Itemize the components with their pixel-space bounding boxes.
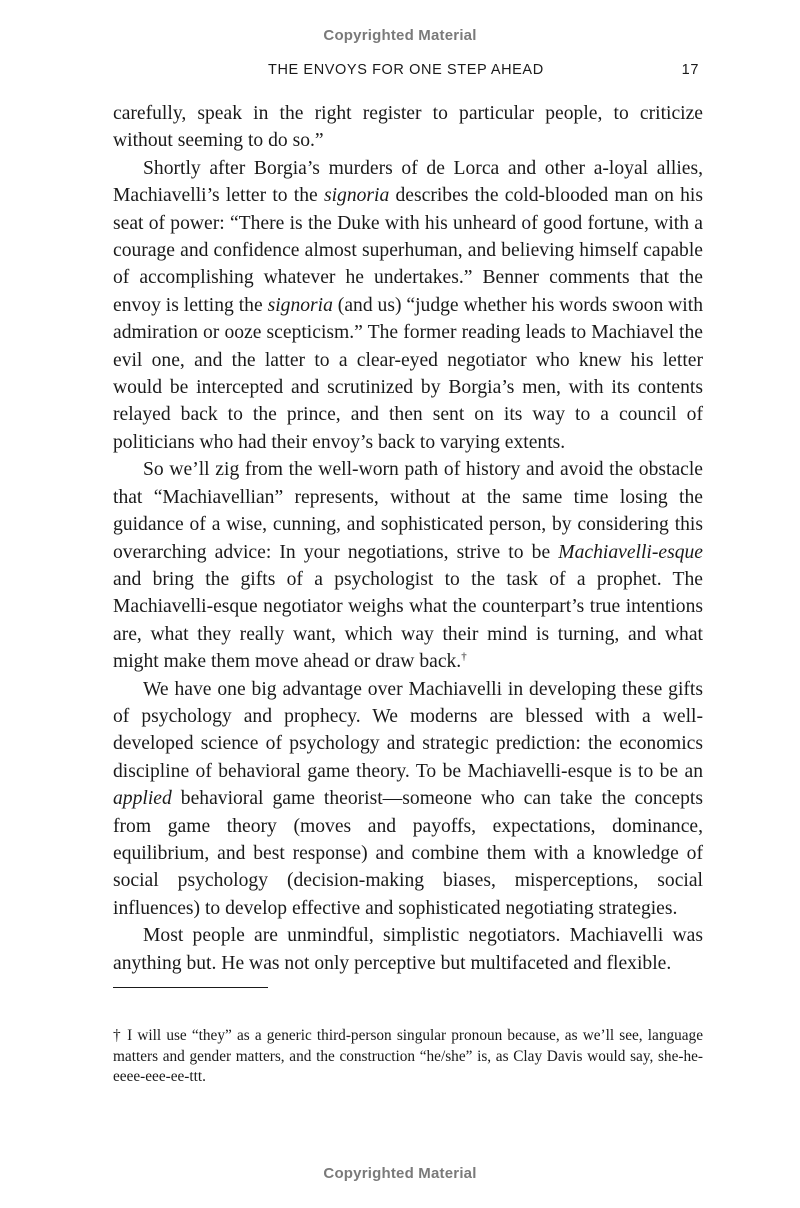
paragraph	[113, 922, 703, 977]
footnote-divider	[113, 987, 268, 988]
paragraph	[113, 676, 703, 923]
text-segment: describes the cold-blooded man on his seat of power: “There is the Duke with his unheard of good fortune, with a courage and confidence almost superhuman, and believing himself capable of accomplishing whatever he undertakes.” Benner comments that the envoy is letting the	[113, 185, 704, 316]
italic-text: signoria	[267, 294, 333, 316]
copyright-watermark-top: Copyrighted Material	[323, 27, 477, 44]
footnote-marker: †	[113, 1027, 122, 1044]
text-segment: carefully, speak in the right register to particular people, to criticize without seeming to do so.”	[113, 103, 703, 152]
text-segment: We have one big advantage over Machiavelli in developing these gifts of psychology and prophecy. We moderns are blessed with a well-developed science of psychology and strategic prediction: the economics discipline of behavioral game theory. To be Machiavelli-esque is to be an	[113, 678, 703, 782]
chapter-title: THE ENVOYS FOR ONE STEP AHEAD	[268, 62, 544, 78]
page-number: 17	[681, 62, 699, 78]
italic-text: signoria	[323, 185, 390, 207]
body-text	[113, 100, 703, 977]
paragraph	[113, 456, 703, 675]
footnote-text: I will use “they” as a generic third-person singular pronoun because, as we’ll see, language matters and gender matters, and the construction “he/she” is, as Clay Davis would say, she-he-eeee-eee-ee-ttt.	[113, 1027, 703, 1085]
text-segment: and bring the gifts of a psychologist to the task of a prophet. The Machiavelli-esque negotiator weighs what the counterpart’s true intentions are, what they really want, which way their mind is turning, and what might make them move ahead or draw back.	[113, 568, 703, 673]
text-segment: (and us) “judge whether his words swoon with admiration or ooze scepticism.” The former reading leads to Machiavel the evil one, and the latter to a clear-eyed negotiator who knew his letter would be intercepted and scrutinized by Borgia’s men, with its contents relayed back to the prince, and then sent on its way to a council of politicians who had their envoy’s back to varying extents.	[113, 294, 703, 453]
running-head	[113, 62, 703, 82]
paragraph	[113, 100, 703, 155]
italic-text: applied	[113, 788, 172, 810]
text-segment: behavioral game theorist—someone who can take the concepts from game theory (moves and payoffs, expectations, dominance, equilibrium, and best response) and combine them with a knowledge of social psychology (decision-making biases, misperceptions, social influences) to develop effective and sophisticated negotiating strategies.	[113, 788, 703, 919]
text-segment: Most people are unmindful, simplistic negotiators. Machiavelli was anything but. He was not only perceptive but multifaceted and flexible.	[113, 925, 703, 974]
italic-text: Machiavelli-esque	[558, 541, 703, 563]
paragraph	[113, 155, 703, 456]
copyright-watermark-bottom: Copyrighted Material	[323, 1165, 477, 1182]
text-segment: Shortly after Borgia’s murders of de Lorca and other a-loyal allies, Machiavelli’s letter to the	[113, 157, 703, 207]
footnote	[113, 1026, 703, 1088]
footnote-reference[interactable]: †	[461, 650, 467, 663]
text-segment: So we’ll zig from the well-worn path of history and avoid the obstacle that “Machiavellian” represents, without at the same time losing the guidance of a wise, cunning, and sophisticated person, by considering this overarching advice: In your negotiations, strive to be	[113, 459, 703, 563]
